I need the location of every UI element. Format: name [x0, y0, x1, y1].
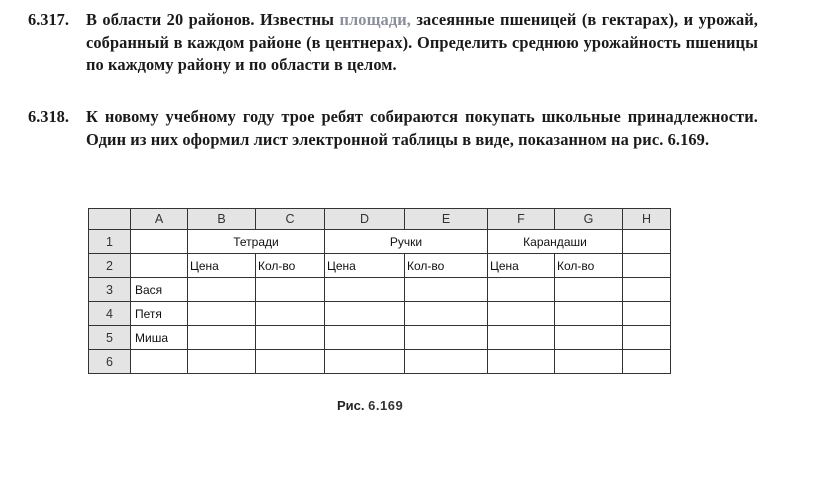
sub-header-qty: Кол-во — [256, 254, 325, 278]
empty-cell — [555, 326, 623, 350]
corner-cell — [89, 209, 131, 230]
cell-h1 — [623, 230, 671, 254]
sheet-row-2 — [89, 254, 671, 278]
empty-cell — [325, 302, 405, 326]
empty-cell — [488, 278, 555, 302]
column-header-h: H — [623, 209, 671, 230]
empty-cell — [188, 278, 256, 302]
empty-cell — [405, 326, 488, 350]
row-header-3: 3 — [89, 278, 131, 302]
name-cell: Миша — [131, 326, 188, 350]
column-header-b: B — [188, 209, 256, 230]
name-cell: Вася — [131, 278, 188, 302]
sheet-row-6 — [89, 350, 671, 374]
caption-label: Рис. — [337, 398, 365, 413]
group-header-notebooks: Тетради — [188, 230, 325, 254]
empty-cell — [325, 278, 405, 302]
empty-cell — [555, 350, 623, 374]
empty-cell — [555, 278, 623, 302]
sheet-row-4 — [89, 302, 671, 326]
row-header-2: 2 — [89, 254, 131, 278]
column-header-g: G — [555, 209, 623, 230]
sub-header-qty: Кол-во — [405, 254, 488, 278]
row-header-1: 1 — [89, 230, 131, 254]
problem-6-317 — [28, 9, 758, 77]
name-cell: Петя — [131, 302, 188, 326]
empty-cell — [623, 350, 671, 374]
empty-cell — [488, 302, 555, 326]
sheet-row-3 — [89, 278, 671, 302]
sub-header-qty: Кол-во — [555, 254, 623, 278]
empty-cell — [405, 278, 488, 302]
empty-cell — [488, 326, 555, 350]
empty-cell — [623, 278, 671, 302]
empty-cell — [188, 350, 256, 374]
sub-header-price: Цена — [488, 254, 555, 278]
group-header-pens: Ручки — [325, 230, 488, 254]
highlighted-word: площади, — [339, 10, 411, 29]
empty-cell — [256, 278, 325, 302]
empty-cell — [623, 302, 671, 326]
cell-a2 — [131, 254, 188, 278]
empty-cell — [325, 350, 405, 374]
empty-cell — [325, 326, 405, 350]
empty-cell — [131, 350, 188, 374]
sheet-row-1 — [89, 230, 671, 254]
empty-cell — [256, 350, 325, 374]
row-header-4: 4 — [89, 302, 131, 326]
empty-cell — [555, 302, 623, 326]
problem-text: К новому учебному году трое ребят собираются покупать школьные принадлежности. Один из них оформил лист электронной таблицы в виде, показанном на рис. 6.169. — [86, 107, 758, 149]
problem-6-318 — [28, 106, 758, 151]
spreadsheet-figure — [88, 208, 671, 374]
column-header-d: D — [325, 209, 405, 230]
problem-text-part: засеянные пшеницей (в гектарах), и урожай, собранный в каждом районе (в центнерах). Определить среднюю урожайность пшеницы по каждому району и по области в целом. — [86, 10, 758, 75]
sub-header-price: Цена — [188, 254, 256, 278]
empty-cell — [188, 326, 256, 350]
empty-cell — [256, 302, 325, 326]
column-header-a: A — [131, 209, 188, 230]
column-header-e: E — [405, 209, 488, 230]
cell-a1 — [131, 230, 188, 254]
row-header-5: 5 — [89, 326, 131, 350]
problem-number: 6.317. — [28, 10, 69, 29]
column-header-c: C — [256, 209, 325, 230]
empty-cell — [188, 302, 256, 326]
group-header-pencils: Карандаши — [488, 230, 623, 254]
caption-number: 6.169 — [368, 398, 404, 413]
row-header-6: 6 — [89, 350, 131, 374]
empty-cell — [405, 350, 488, 374]
cell-h2 — [623, 254, 671, 278]
column-header-row — [89, 209, 671, 230]
column-header-f: F — [488, 209, 555, 230]
problem-text-part: В области 20 районов. Известны — [86, 10, 340, 29]
empty-cell — [405, 302, 488, 326]
sub-header-price: Цена — [325, 254, 405, 278]
empty-cell — [488, 350, 555, 374]
problem-text — [86, 9, 758, 77]
empty-cell — [623, 326, 671, 350]
sheet-row-5 — [89, 326, 671, 350]
figure-caption — [337, 398, 403, 413]
empty-cell — [256, 326, 325, 350]
problem-number: 6.318. — [28, 107, 69, 126]
